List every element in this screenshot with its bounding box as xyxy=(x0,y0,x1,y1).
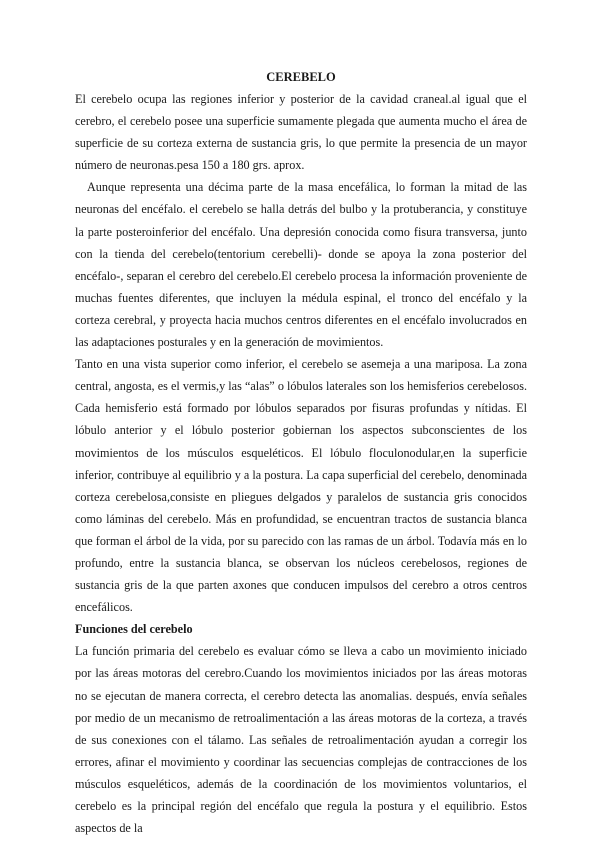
document-title: CEREBELO xyxy=(266,70,336,84)
paragraph-intro: El cerebelo ocupa las regiones inferior y posterior de la cavidad craneal.al igual que el cerebro, el cerebelo posee una superficie sumamente plegada que aumenta mucho el área de superficie de su corteza externa de sustancia gris, lo que permite la presencia de un mayor número de neuronas.pesa 150 a 180 grs. aprox. xyxy=(75,92,527,173)
paragraph-location: Aunque representa una décima parte de la masa encefálica, lo forman la mitad de las neuronas del encéfalo. el cerebelo se halla detrás del bulbo y la protuberancia, y constituye la parte posteroinferior del encéfalo. Una depresión conocida como fisura transversa, junto con la tienda del cerebelo(tentorium cerebelli)- donde se apoya la zona posterior del encéfalo-, separan el cerebro del cerebelo.El cerebelo procesa la información proveniente de muchas fuentes diferentes, que incluyen la médula espinal, el tronco del encéfalo y la corteza cerebral, y proyecta hacia muchos centros diferentes en el encéfalo involucrados en las adaptaciones posturales y en la generación de movimientos. xyxy=(75,180,527,350)
section-heading: Funciones del cerebelo xyxy=(75,622,193,637)
paragraph-functions: La función primaria del cerebelo es evaluar cómo se lleva a cabo un movimiento iniciado por las áreas motoras del cerebro.Cuando los movimientos iniciados por las áreas motoras no se ejecutan de manera correcta, el cerebro detecta las anomalias. después, envía señales por medio de un mecanismo de retroalimentación a las áreas motoras de la corteza, a través de sus conexiones con el tálamo. Las señales de retroalimentación ayudan a corregir los errores, afinar el movimiento y coordinar las secuencias complejas de contracciones de los músculos esqueléticos, además de la coordinación de los movimientos voluntarios, el cerebelo es la principal región del encéfalo que regula la postura y el equilibrio. Estos aspectos de la xyxy=(75,644,527,836)
paragraph-structure: Tanto en una vista superior como inferior, el cerebelo se asemeja a una mariposa. La zona central, angosta, es el vermis,y las “alas” o lóbulos laterales son los hemisferios cerebelosos. Cada hemisferio está formado por lóbulos separados por fisuras profundas y nítidas. El lóbulo anterior y el lóbulo posterior gobiernan los aspectos subconscientes de los movimientos de los músculos esqueléticos. El lóbulo floculonodular,en la superficie inferior, contribuye al equilibrio y a la postura. La capa superficial del cerebelo, denominada corteza cerebelosa,consiste en pliegues delgados y paralelos de sustancia gris conocidos como láminas del cerebelo. Más en profundidad, se encuentran tractos de sustancia blanca que forman el árbol de la vida, por su parecido con las ramas de un árbol. Todavía más en lo profundo, entre la sustancia blanca, se observan los núcleos cerebelosos, regiones de sustancia gris de la que parten axones que conducen impulsos del cerebro a otros centros encefálicos. xyxy=(75,357,527,615)
document-body xyxy=(75,66,527,839)
